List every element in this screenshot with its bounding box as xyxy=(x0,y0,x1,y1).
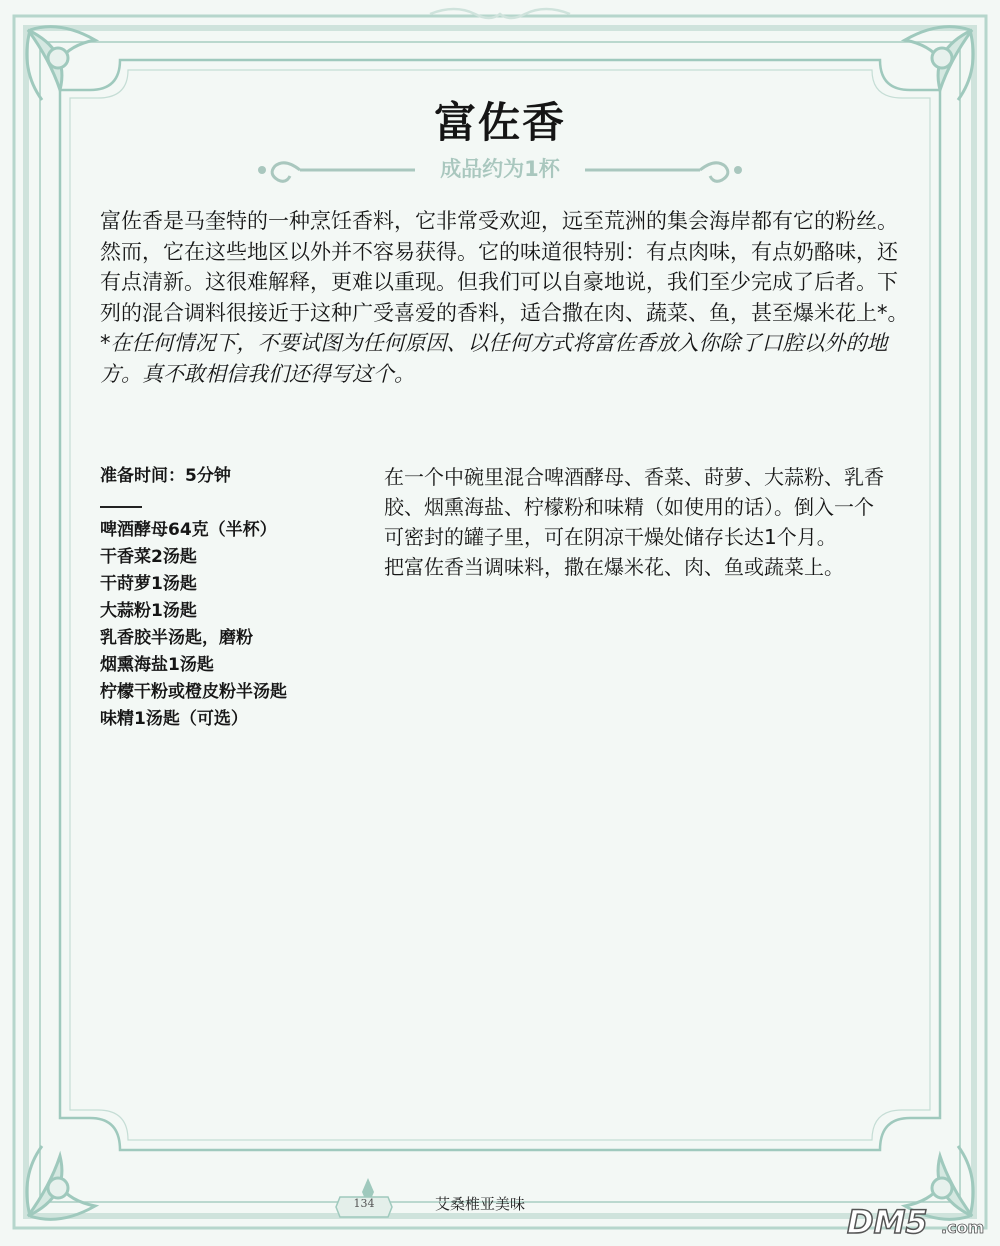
intro-paragraph: 富佐香是马奎特的一种烹饪香料，它非常受欢迎，远至荒洲的集会海岸都有它的粉丝。然而，它在这些地区以外并不容易获得。它的味道很特别：有点肉味，有点奶酪味，还有点清新。这很难解释，更难以重现。但我们可以自豪地说，我们至少完成了后者。下列的混合调料很接近于这种广受喜爱的香料，适合撒在肉、蔬菜、鱼，甚至爆米花上*。 xyxy=(100,209,909,325)
ingredient-item: 啤酒酵母64克（半杯） xyxy=(100,520,277,540)
instruction-step: 把富佐香当调味料，撒在爆米花、肉、鱼或蔬菜上。 xyxy=(384,555,844,579)
ingredient-item: 干香菜2汤匙 xyxy=(100,547,197,567)
recipe-yield: 成品约为1杯 xyxy=(440,157,560,181)
ingredient-item: 烟熏海盐1汤匙 xyxy=(100,655,214,675)
instruction-step: 在一个中碗里混合啤酒酵母、香菜、莳萝、大蒜粉、乳香胶、烟熏海盐、柠檬粉和味精（如使用的话）。倒入一个可密封的罐子里，可在阴凉干燥处储存长达1个月。 xyxy=(384,465,884,549)
instructions-panel xyxy=(384,462,889,582)
recipe-intro xyxy=(100,206,910,389)
prep-time: 准备时间：5分钟 xyxy=(100,466,231,486)
dm5-watermark-logo xyxy=(845,1200,995,1240)
ingredient-item: 干莳萝1汤匙 xyxy=(100,574,197,594)
ingredient-item: 柠檬干粉或橙皮粉半汤匙 xyxy=(100,682,287,702)
divider-rule xyxy=(100,506,142,508)
ingredient-item: 大蒜粉1汤匙 xyxy=(100,601,197,621)
ingredient-item: 乳香胶半汤匙，磨粉 xyxy=(100,628,253,648)
ingredient-list xyxy=(100,517,320,733)
ingredient-item: 味精1汤匙（可选） xyxy=(100,709,248,729)
book-title: 艾桑椎亚美味 xyxy=(435,1195,526,1213)
recipe-title: 富佐香 xyxy=(433,98,566,147)
watermark-text: DM5 xyxy=(847,1203,928,1240)
watermark-suffix: .com xyxy=(941,1218,985,1237)
footnote: *在任何情况下，不要试图为任何原因、以任何方式将富佐香放入你除了口腔以外的地方。真不敢相信我们还得写这个。 xyxy=(100,331,888,386)
ingredients-panel xyxy=(100,463,320,733)
corner-ornament-bottom-left xyxy=(27,1146,95,1219)
page-number: 134 xyxy=(353,1197,375,1210)
